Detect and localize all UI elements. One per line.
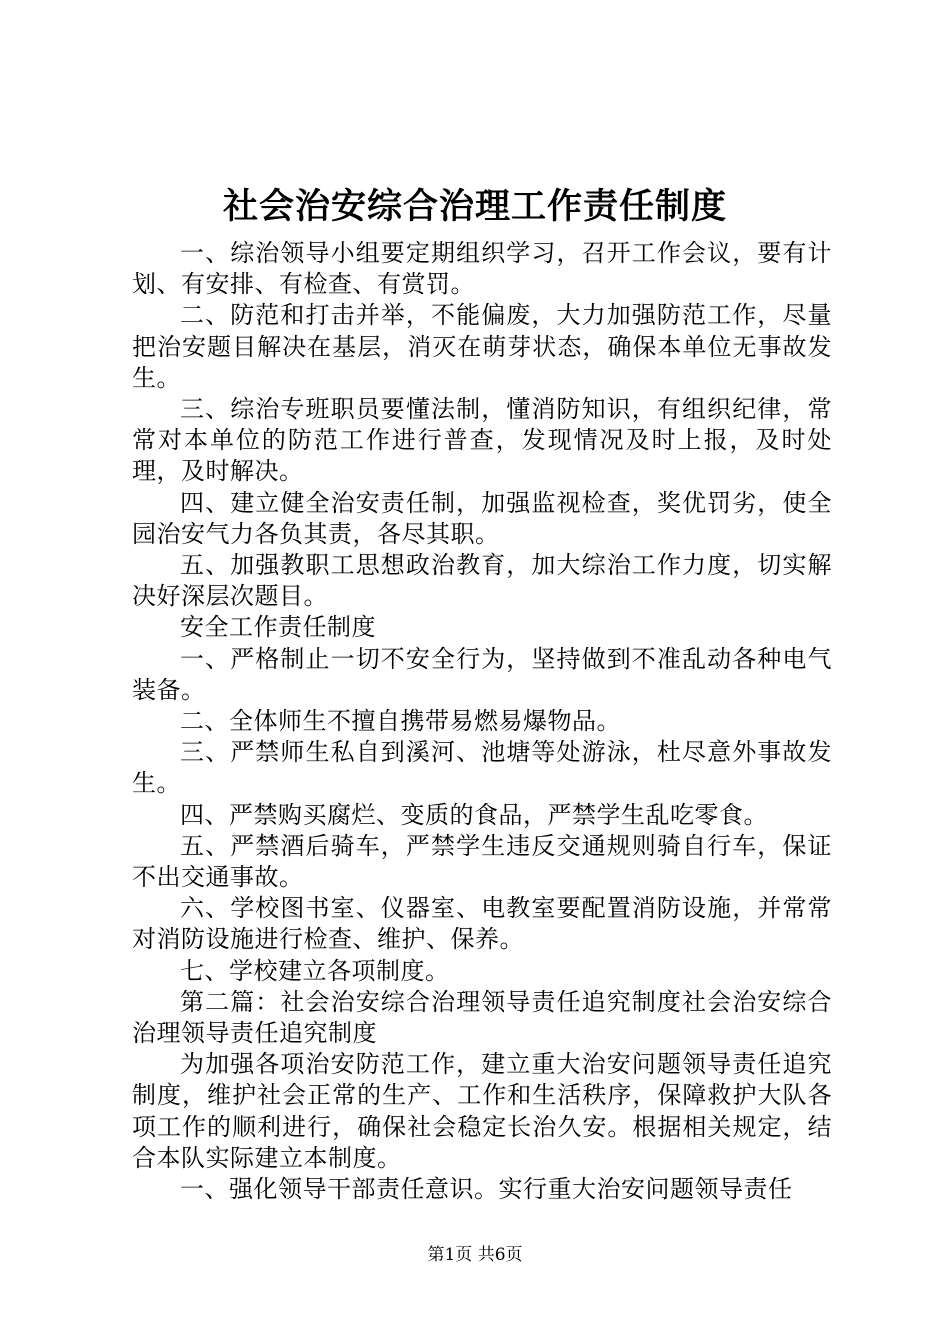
paragraph: 二、防范和打击并举，不能偏废，大力加强防范工作，尽量把治安题目解决在基层，消灭在萌芽状态，确保本单位无事故发生。 [132, 301, 832, 392]
section-heading: 第二篇：社会治安综合治理领导责任追究制度社会治安综合治理领导责任追究制度 [132, 987, 832, 1048]
paragraph: 四、严禁购买腐烂、变质的食品，严禁学生乱吃零食。 [180, 800, 768, 829]
paragraph: 三、综治专班职员要懂法制，懂消防知识，有组织纪律，常常对本单位的防范工作进行普查，发现情况及时上报，及时处理，及时解决。 [132, 395, 832, 486]
paragraph: 一、严格制止一切不安全行为，坚持做到不准乱动各种电气装备。 [132, 644, 832, 704]
paragraph: 三、严禁师生私自到溪河、池塘等处游泳，杜尽意外事故发生。 [132, 738, 832, 798]
paragraph: 一、强化领导干部责任意识。实行重大治安问题领导责任 [180, 1175, 793, 1204]
paragraph: 七、学校建立各项制度。 [180, 956, 450, 985]
section-heading: 安全工作责任制度 [180, 613, 376, 642]
paragraph: 六、学校图书室、仪器室、电教室要配置消防设施，并常常对消防设施进行检查、维护、保养。 [132, 894, 832, 954]
document-title: 社会治安综合治理工作责任制度 [222, 186, 727, 227]
paragraph: 五、严禁酒后骑车，严禁学生违反交通规则骑自行车，保证不出交通事故。 [132, 831, 832, 892]
paragraph: 四、建立健全治安责任制，加强监视检查，奖优罚劣，使全园治安气力各负其责，各尽其职。 [132, 488, 832, 548]
paragraph: 一、综治领导小组要定期组织学习，召开工作会议，要有计划、有安排、有检查、有赏罚。 [132, 239, 832, 299]
paragraph: 五、加强教职工思想政治教育，加大综治工作力度，切实解决好深层次题目。 [132, 551, 832, 611]
paragraph: 二、全体师生不擅自携带易燃易爆物品。 [180, 707, 621, 736]
document-body [132, 238, 832, 1205]
page-footer: 第1页 共6页 [427, 1245, 523, 1265]
paragraph: 为加强各项治安防范工作，建立重大治安问题领导责任追究制度，维护社会正常的生产、工作和生活秩序，保障救护大队各项工作的顺利进行，确保社会稳定长治久安。根据相关规定，结合本队实际建立本制度。 [132, 1050, 832, 1172]
